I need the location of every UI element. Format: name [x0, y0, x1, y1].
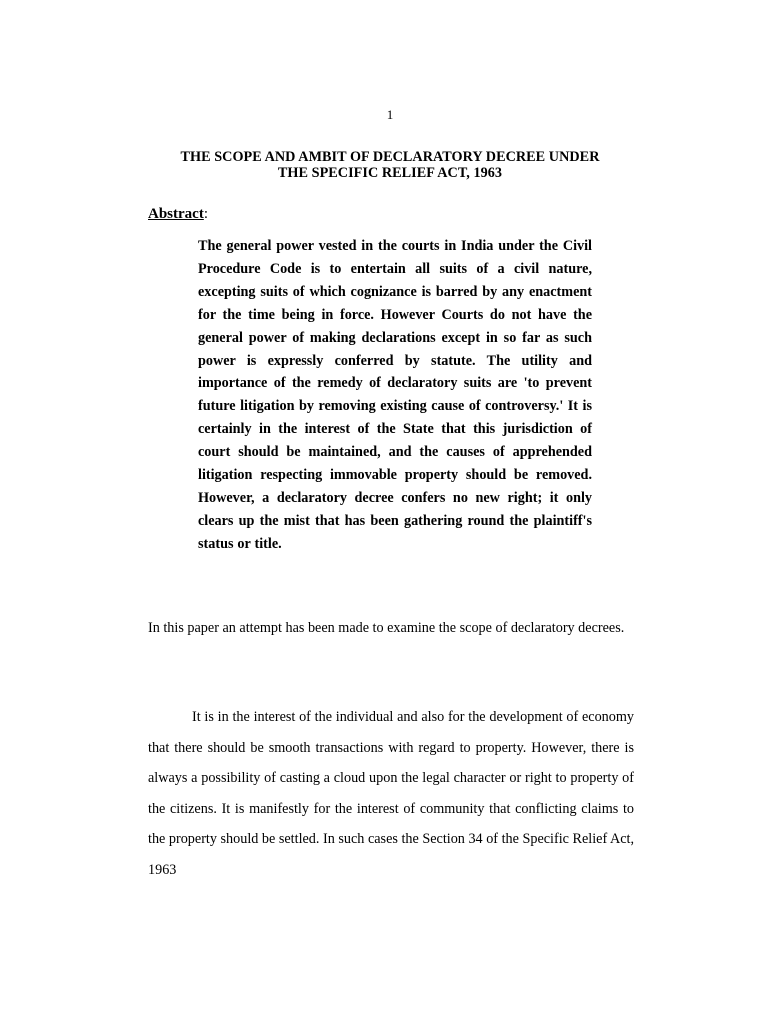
paper-title-line-1: THE SCOPE AND AMBIT OF DECLARATORY DECREE UNDER — [180, 149, 600, 165]
body-paragraph-1: In this paper an attempt has been made to examine the scope of declaratory decrees. — [148, 620, 625, 636]
paper-title — [120, 149, 660, 181]
paper-title-line-2: THE SPECIFIC RELIEF ACT, 1963 — [277, 165, 503, 181]
abstract-heading — [148, 206, 208, 223]
abstract-label: Abstract — [148, 206, 204, 222]
body-paragraph-2: It is in the interest of the individual and also for the development of economy that there should be smooth transactions with regard to property. However, there is always a possibility of casting a cloud upon the legal character or right to property of the citizens. It is manifestly for the interest of community that conflicting claims to the property should be settled. In such cases the Section 34 of the Specific Relief Act, 1963 — [148, 709, 634, 878]
page-number: 1 — [386, 107, 394, 122]
abstract-colon: : — [203, 206, 208, 222]
abstract-text: The general power vested in the courts in India under the Civil Procedure Code is to entertain all suits of a civil nature, excepting suits of which cognizance is barred by any enactment for the time being in force. However Courts do not have the general power of making declarations except in so far as such power is expressly conferred by statute. The utility and importance of the remedy of declaratory suits are 'to prevent future litigation by removing existing cause of controversy.' It is certainly in the interest of the State that this jurisdiction of court should be maintained, and the causes of apprehended litigation respecting immovable property should be removed. However, a declaratory decree confers no new right; it only clears up the mist that has been gathering round the plaintiff's status or title. — [198, 238, 592, 552]
